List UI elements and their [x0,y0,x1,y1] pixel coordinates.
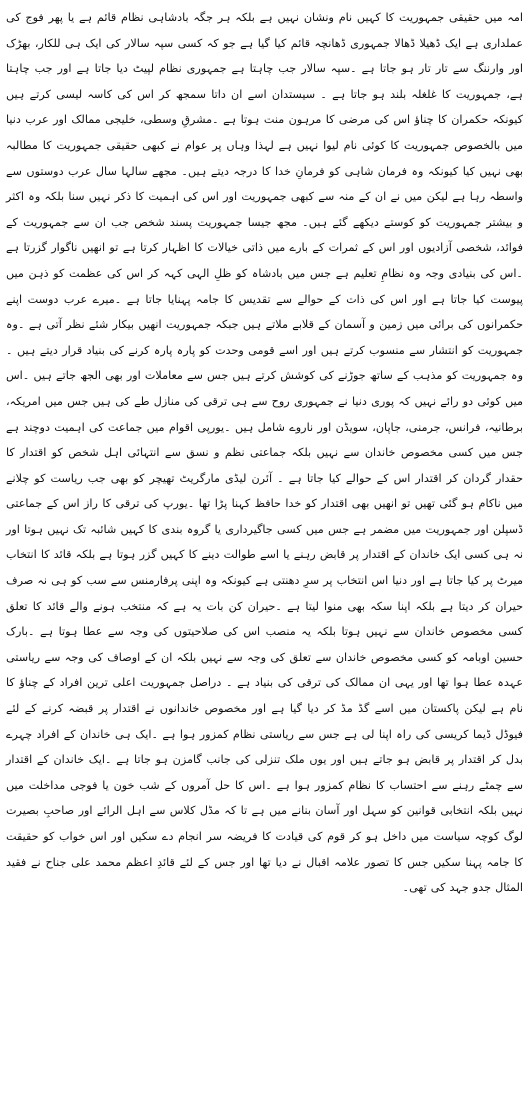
article-body: امہ میں حقیقی جمہوریت کا کہیں نام ونشان نہیں ہے بلکہ ہر جگہ بادشاہی نظام قائم ہے یا پھر فوج کی عملداری ہے ایک ڈھیلا ڈھالا جمہوری ڈھانچہ قائم کیا گیا ہے جو کہ کسی سپہ سالار کی ایک ہی للکار، بھڑک اور وارننگ سے تار تار ہو جاتا ہے ۔سپہ سالار جب چاہتا ہے جمہوری نظام لپیٹ دیا جاتا ہے اور جب چاہتا ہے، جمہوریت کا غلغلہ بلند ہو جاتا ہے ۔ سیستدان اسے ان داتا سمجھ کر اس کی کاسہ لیسی کرتے ہیں کیونکہ حکمران کا چناؤ اس کی مرضی کا مرہون منت ہوتا ہے ۔مشرقِ وسطی، خلیجی ممالک اور عرب دنیا میں بالخصوص جمہوریت کا کوئی نام لیوا نہیں ہے لہذا وہاں پر عوام نے کبھی حقیقی جمہوریت کا مطالبہ بھی نہیں کیا کیونکہ وہ فرمان شاہی کو فرمانِ خدا کا درجہ دیتے ہیں۔ مجھے سالہا سال عرب دوستوں سے واسطہ رہا ہے لیکن میں نے ان کے منہ سے کبھی جمہوریت اور اس کی اہمیت کا ذکر نہیں سنا بلکہ وہ اکثر و بیشتر جمہوریت کو کوستے دیکھے گئے ہیں۔ مجھ جیسا جمہوریت پسند شخص جب ان سے جمہوریت کے فوائد، شخصی آزادیوں اور اس کے ثمرات کے بارے میں ذاتی خیالات کا اظہار کرتا ہے تو انھیں ناگوار گزرتا ہے ۔اس کی بنیادی وجہ وہ نظامِ تعلیم ہے جس میں بادشاہ کو ظلِ الہی کہہ کر اس کی عظمت کو ذہن میں پیوست کیا جاتا ہے اور اس کی ذات کے حوالے سے تقدیس کا جامہ پہنایا جاتا ہے ۔میرے عرب دوست اپنے حکمرانوں کی برائی میں زمین و آسمان کے قلابے ملاتے ہیں جبکہ جمہوریت انھیں بیکار شئے نظر آتی ہے ۔وہ جمہوریت کو انتشار سے منسوب کرتے ہیں اور اسے قومی وحدت کو پارہ پارہ کرنے کی بنیاد قرار دیتے ہیں ۔وہ جمہوریت کو مذہب کے ساتھ جوڑنے کی کوشش کرتے ہیں جس سے معاملات اور بھی الجھ جاتے ہیں ۔اس میں کوئی دو رائے نہیں کہ پوری دنیا نے جمہوری روح سے ہی ترقی کی منازل طے کی ہیں جس میں امریکہ، برطانیہ، فرانس، جرمنی، جاپان، سویڈن اور ناروے شامل ہیں ۔یورپی اقوام میں جماعت کی اہمیت دوچند ہے جس میں کسی مخصوص خاندان سے نہیں بلکہ جماعتی نظم و نسق سے انتہائی اہل شخص کو اقتدار کا حقدار گردان کر اقتدار اس کے حوالے کیا جاتا ہے ۔ آئرن لیڈی مارگریٹ تھیچر کو بھی جب ریاست کو چلانے میں ناکام ہو گئی تھیں تو انھیں بھی اقتدار کو خدا حافظ کہنا پڑا تھا ۔یورپ کی ترقی کا راز اس کے جماعتی ڈسپلن اور جمہوریت میں مضمر ہے جس میں کسی جاگیرداری یا گروہ بندی کا کہیں شائبہ تک نہیں ہوتا اور نہ ہی کسی ایک خاندان کے اقتدار پر قابض رہنے یا اسے طوالت دینے کا کہیں گزر ہوتا ہے بلکہ قائد کا انتخاب میرٹ پر کیا جاتا ہے اور دنیا اس انتخاب پر سرِ دھنتی ہے کیونکہ وہ اپنی پرفارمنس سے سب کو ہی نہ صرف حیران کر دیتا ہے بلکہ اپنا سکہ بھی منوا لیتا ہے ۔حیران کن بات یہ ہے کہ منتخب ہونے والے قائد کا تعلق کسی مخصوص خاندان سے نہیں ہوتا بلکہ یہ منصب اس کی صلاحیتوں کی وجہ سے عطا ہوتا ہے ۔بارک حسین اوبامہ کو کسی مخصوص خاندان سے تعلق کی وجہ سے نہیں بلکہ ان کے اوصاف کی وجہ سے ریاستی عہدہ عطا ہوا تھا اور یہی ان ممالک کی ترقی کی بنیاد ہے ۔ دراصل جمہوریت اعلی ترین افراد کے چناؤ کا نام ہے لیکن پاکستان میں اسے گڈ مڈ کر دیا گیا ہے اور مخصوص خاندانوں نے اقتدار پر قبضہ کرنے کے لئے فیوڈل ڈیما کریسی کی راہ اپنا لی ہے جس سے ریاستی نظام کمزور ہوا ہے ۔ایک ہی خاندان کے افراد چہرے بدل کر اقتدار پر قابض ہو جاتے ہیں اور یوں ملک تنزلی کی جانب گامزن ہو جاتا ہے ۔ایک خاندان کے اقتدار سے چمٹے رہنے سے احتساب کا نظام کمزور ہوا ہے ۔اس کا حل آمروں کے شب خون یا فوجی مداخلت میں نہیں بلکہ انتخابی قوانین کو سہل اور آسان بنانے میں ہے تا کہ مڈل کلاس سے اہل الرائے اور صاحبِ بصیرت لوگ کوچہ سیاست میں داخل ہو کر قوم کی قیادت کا فریضہ سر انجام دے سکیں اور اس خواب کو حقیقت کا جامہ پہنا سکیں جس کا تصور علامہ اقبال نے دیا تھا اور جس کے لئے قائدِ اعظم محمد علی جناح نے فقید المثال جدو جہد کی تھی۔ [6,11,523,895]
